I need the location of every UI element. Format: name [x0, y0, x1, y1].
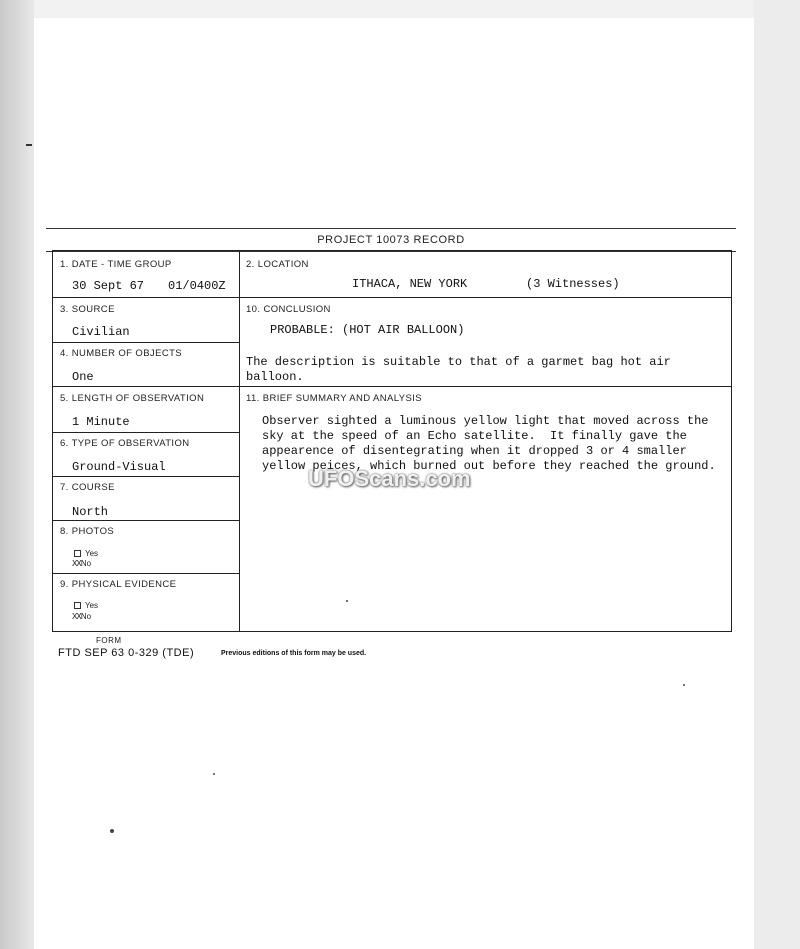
photos-yes-label: Yes [85, 549, 99, 558]
column-divider [239, 250, 240, 632]
summary-label: 11. BRIEF SUMMARY AND ANALYSIS [246, 393, 423, 404]
footer-form-code: FTD SEP 63 0-329 (TDE) [58, 647, 195, 659]
photos-no-option [72, 559, 91, 569]
physical-yes-option [74, 601, 98, 610]
date-value: 30 Sept 67 [72, 279, 145, 293]
photos-no-label: No [80, 559, 92, 568]
form-title: PROJECT 10073 RECORD [46, 228, 736, 252]
footer-form-word: FORM [96, 636, 122, 645]
witnesses-value: (3 Witnesses) [526, 277, 620, 291]
conclusion-text-line: balloon. [246, 370, 304, 384]
footer-note: Previous editions of this form may be used. [221, 650, 367, 657]
location-label: 2. LOCATION [246, 259, 309, 270]
time-value: 01/0400Z [168, 279, 226, 293]
length-obs-value: 1 Minute [72, 415, 130, 429]
row-divider [52, 297, 732, 298]
physical-evidence-label: 9. PHYSICAL EVIDENCE [60, 579, 177, 590]
x-mark-icon: XX [72, 612, 81, 622]
row-divider [52, 573, 239, 574]
watermark: UFOScans.com [308, 466, 471, 491]
source-value: Civilian [72, 325, 130, 339]
row-divider [52, 476, 239, 477]
summary-text-line: appearence of disentegrating when it dropped 3 or 4 smaller [262, 444, 687, 458]
physical-yes-label: Yes [85, 601, 99, 610]
row-divider [52, 386, 732, 387]
margin-mark [26, 144, 32, 146]
location-value: ITHACA, NEW YORK [352, 277, 468, 291]
type-obs-value: Ground-Visual [72, 460, 166, 474]
scan-speck [110, 829, 114, 833]
physical-no-label: No [80, 612, 92, 621]
source-label: 3. SOURCE [60, 304, 115, 315]
physical-no-option [72, 612, 91, 622]
num-objects-value: One [72, 370, 94, 384]
summary-text-line: Observer sighted a luminous yellow light that moved across the [262, 414, 709, 428]
scan-speck [346, 600, 348, 602]
checkbox-icon [74, 550, 81, 557]
checkbox-icon [74, 602, 81, 609]
summary-text-line: yellow peices, which burned out before they reached the ground. [262, 459, 716, 473]
conclusion-label: 10. CONCLUSION [246, 304, 331, 315]
photos-label: 8. PHOTOS [60, 526, 115, 537]
row-divider [52, 520, 239, 521]
course-value: North [72, 505, 109, 519]
x-mark-icon: XX [72, 559, 81, 569]
photos-yes-option [74, 549, 98, 558]
summary-text-line: sky at the speed of an Echo satellite. It finally gave the [262, 429, 687, 443]
row-divider [52, 342, 239, 343]
scan-speck [683, 684, 685, 686]
scan-left-edge [0, 0, 34, 949]
conclusion-value: PROBABLE: (HOT AIR BALLOON) [270, 323, 465, 337]
course-label: 7. COURSE [60, 482, 115, 493]
type-obs-label: 6. TYPE OF OBSERVATION [60, 438, 190, 449]
scan-right-strip [754, 0, 800, 949]
scan-speck [213, 773, 215, 775]
conclusion-text-line: The description is suitable to that of a garmet bag hot air [246, 355, 671, 369]
date-time-label: 1. DATE - TIME GROUP [60, 259, 172, 270]
length-obs-label: 5. LENGTH OF OBSERVATION [60, 393, 205, 404]
num-objects-label: 4. NUMBER OF OBJECTS [60, 348, 183, 359]
row-divider [52, 432, 239, 433]
